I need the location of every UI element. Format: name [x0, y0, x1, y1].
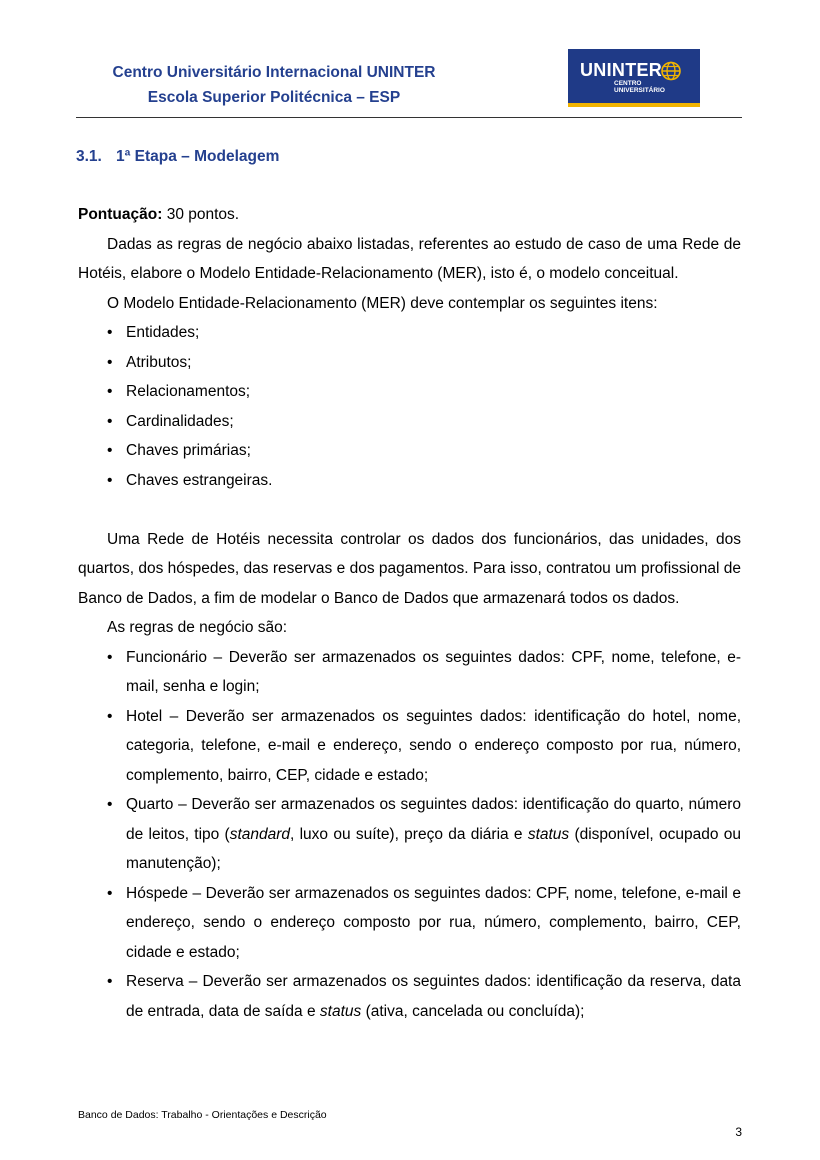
- header-divider: [76, 117, 742, 118]
- list-item: • Entidades;: [78, 318, 741, 348]
- score-line: [78, 200, 741, 230]
- case-paragraph: Uma Rede de Hotéis necessita controlar os dados dos funcionários, das unidades, dos quartos, dos hóspedes, das reservas e dos pagamentos. Para isso, contratou um profissional de Banco de Dados, a fim de modelar o Banco de Dados que armazenará todos os dados.: [78, 530, 741, 607]
- institution-name: Centro Universitário Internacional UNINTER: [112, 64, 436, 81]
- score-value: 30 pontos.: [162, 206, 240, 223]
- rule-quarto: • Quarto – Deverão ser armazenados os seguintes dados: identificação do quarto, número de leitos, tipo (standard, luxo ou suíte), preço da diária e status (disponível, ocupado ou manutenção);: [78, 790, 741, 879]
- list-item: • Relacionamentos;: [78, 377, 741, 407]
- school-name: Escola Superior Politécnica – ESP: [147, 89, 401, 106]
- score-label: Pontuação:: [78, 206, 163, 223]
- section-title: 1ª Etapa – Modelagem: [116, 148, 280, 165]
- section-heading: [76, 146, 279, 168]
- rule-hospede: • Hóspede – Deverão ser armazenados os seguintes dados: CPF, nome, telefone, e-mail e endereço, sendo o endereço composto por rua, número, complemento, bairro, CEP, cidade e estado;: [78, 879, 741, 968]
- rule-funcionario: • Funcionário – Deverão ser armazenados os seguintes dados: CPF, nome, telefone, e-mail, senha e login;: [78, 643, 741, 702]
- rule-reserva: • Reserva – Deverão ser armazenados os seguintes dados: identificação da reserva, data de entrada, data de saída e status (ativa, cancelada ou concluída);: [78, 967, 741, 1026]
- business-rules-list: [78, 643, 741, 1027]
- footer-text: Banco de Dados: Trabalho - Orientações e Descrição: [78, 1109, 327, 1121]
- logo-subtitle: CENTRO UNIVERSITÁRIO: [614, 80, 665, 94]
- list-item: • Chaves primárias;: [78, 436, 741, 466]
- rules-lead: As regras de negócio são:: [107, 619, 288, 636]
- section-number: 3.1.: [76, 148, 102, 165]
- page-number: 3: [735, 1125, 742, 1139]
- globe-icon: [660, 61, 682, 81]
- intro-paragraph: Dadas as regras de negócio abaixo listadas, referentes ao estudo de caso de uma Rede de Hotéis, elabore o Modelo Entidade-Relacionamento (MER), isto é, o modelo conceitual.: [78, 235, 741, 282]
- institution-header: [76, 60, 472, 110]
- list-item: • Cardinalidades;: [78, 407, 741, 437]
- logo-wordmark: UNINTER: [580, 60, 663, 80]
- list-item: • Atributos;: [78, 348, 741, 378]
- mer-items-list: [78, 318, 741, 495]
- list-item: • Chaves estrangeiras.: [78, 466, 741, 496]
- logo-accent-stripe: [568, 103, 700, 107]
- document-body: [78, 200, 741, 1026]
- mer-lead: O Modelo Entidade-Relacionamento (MER) deve contemplar os seguintes itens:: [107, 294, 658, 312]
- rule-hotel: • Hotel – Deverão ser armazenados os seguintes dados: identificação do hotel, nome, categoria, telefone, e-mail e endereço, sendo o endereço composto por rua, número, complemento, bairro, CEP, cidade e estado;: [78, 702, 741, 791]
- uninter-logo: [568, 49, 700, 107]
